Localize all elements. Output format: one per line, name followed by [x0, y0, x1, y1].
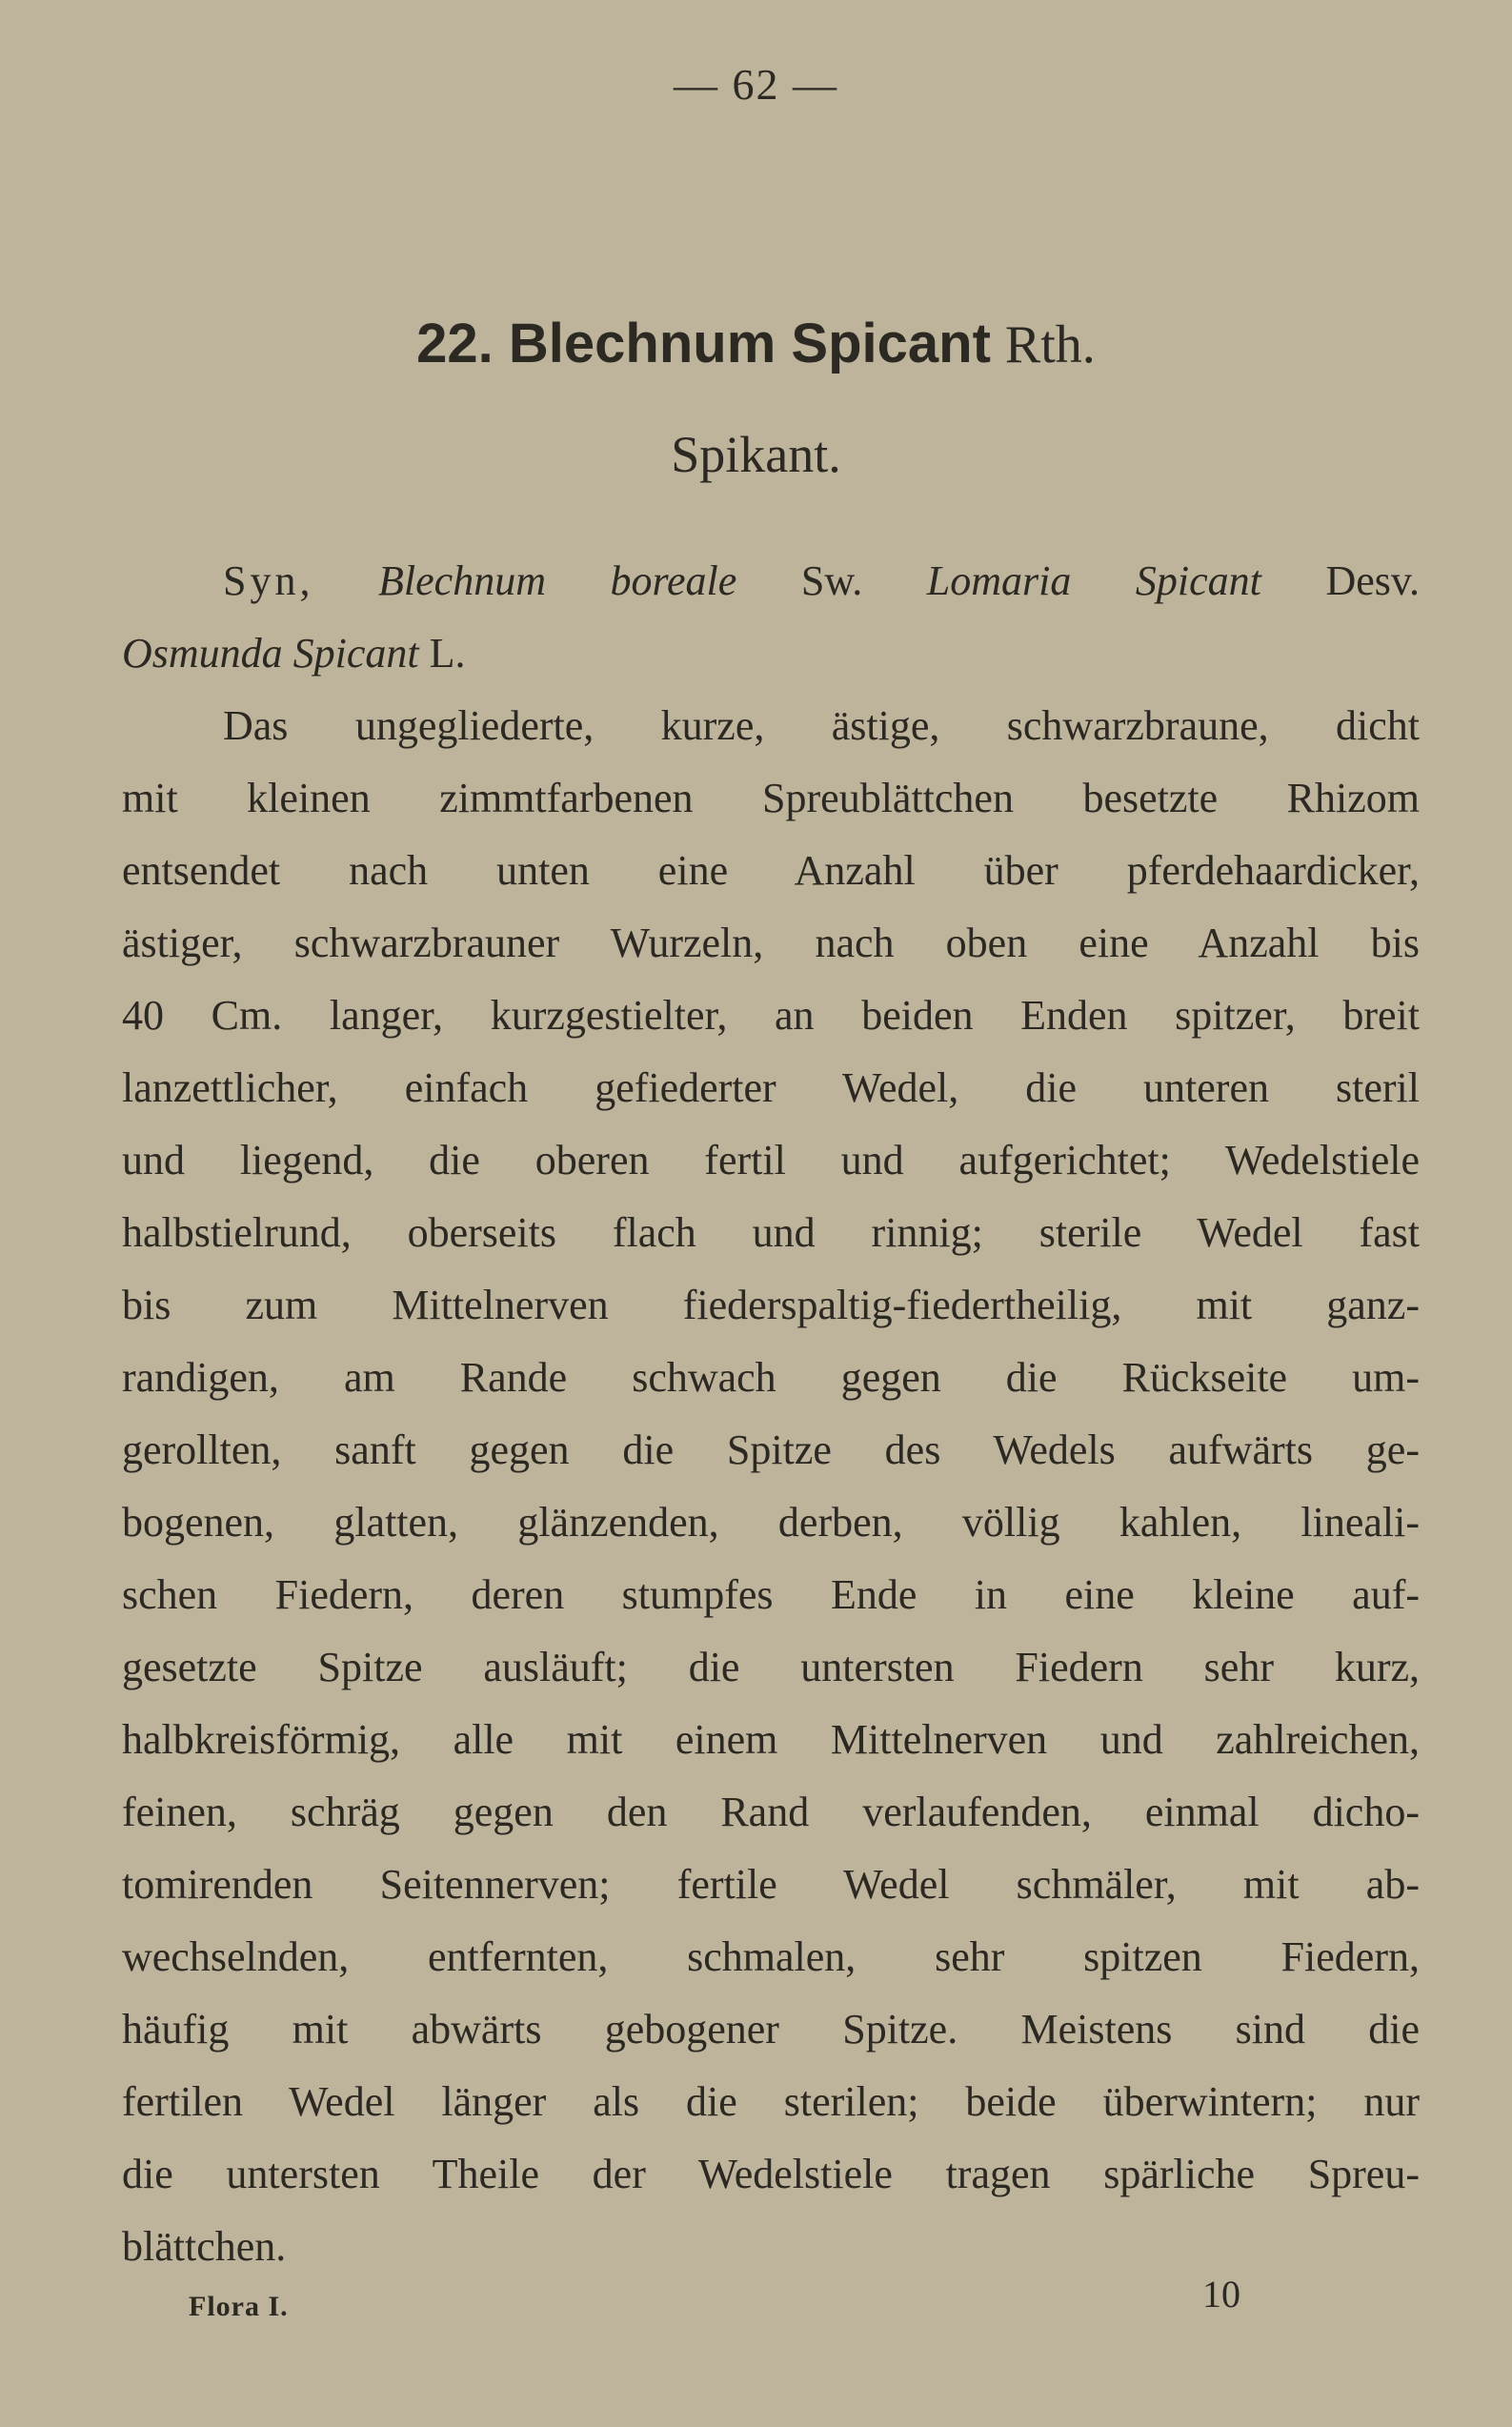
text-line: gesetzte Spitze ausläuft; die untersten Fiedern sehr kurz,	[122, 1644, 1420, 1690]
text-line: halbkreisförmig, alle mit einem Mittelnerven und zahlreichen,	[122, 1716, 1420, 1763]
text-line: fertilen Wedel länger als die sterilen; beide überwintern; nur	[122, 2078, 1420, 2125]
text-line: halbstielrund, oberseits flach und rinnig; sterile Wedel fast	[122, 1209, 1420, 1256]
synonym-2-author: Desv.	[1325, 557, 1421, 604]
text-line: mit kleinen zimmtfarbenen Spreublättchen besetzte Rhizom	[122, 775, 1420, 821]
synonym-1-author: Sw.	[800, 557, 863, 604]
text-line: lanzettlicher, einfach gefiederter Wedel, die unteren steril	[122, 1064, 1420, 1111]
text-line: gerollten, sanft gegen die Spitze des Wedels aufwärts ge-	[122, 1426, 1420, 1473]
text-line: entsendet nach unten eine Anzahl über pferdehaardicker,	[122, 847, 1420, 894]
text-line: randigen, am Rande schwach gegen die Rückseite um-	[122, 1354, 1420, 1401]
sheet-number: 10	[1202, 2273, 1240, 2316]
text-line: und liegend, die oberen fertil und aufgerichtet; Wedelstiele	[122, 1137, 1420, 1183]
text-line: tomirenden Seitennerven; fertile Wedel schmäler, mit ab-	[122, 1861, 1420, 1908]
synonym-3-author: L.	[429, 630, 466, 677]
text-line: bis zum Mittelnerven fiederspaltig-fiedertheilig, mit ganz-	[122, 1282, 1420, 1328]
synonyms-line-2	[122, 617, 1420, 690]
synonyms-line-1	[122, 545, 1420, 617]
common-name: Spikant.	[671, 426, 841, 483]
text-line: häufig mit abwärts gebogener Spitze. Meistens sind die	[122, 2006, 1420, 2053]
description-body	[122, 545, 1420, 2283]
text-line: wechselnden, entfernten, schmalen, sehr spitzen Fiedern,	[122, 1933, 1420, 1980]
species-name: 22. Blechnum Spicant	[416, 313, 991, 374]
species-heading	[0, 307, 1512, 381]
text-line: Das ungegliederte, kurze, ästige, schwarzbraune, dicht	[223, 702, 1420, 749]
text-line: bogenen, glatten, glänzenden, derben, völlig kahlen, lineali-	[122, 1499, 1420, 1546]
synonym-1-name: Blechnum boreale	[378, 557, 737, 604]
species-author: Rth.	[1004, 315, 1096, 374]
signature-mark: Flora I.	[189, 2291, 289, 2322]
synonyms-prefix: Syn,	[223, 557, 314, 604]
text-line: blättchen.	[122, 2223, 287, 2270]
synonym-3-name: Osmunda Spicant	[122, 630, 419, 677]
synonym-2-name: Lomaria Spicant	[926, 557, 1261, 604]
text-line: ästiger, schwarzbrauner Wurzeln, nach oben eine Anzahl bis	[122, 920, 1420, 966]
text-line: schen Fiedern, deren stumpfes Ende in eine kleine auf-	[122, 1571, 1420, 1618]
text-line: die untersten Theile der Wedelstiele tragen spärliche Spreu-	[122, 2151, 1420, 2197]
text-line: feinen, schräg gegen den Rand verlaufenden, einmal dicho-	[122, 1789, 1420, 1835]
text-line: 40 Cm. langer, kurzgestielter, an beiden Enden spitzer, breit	[122, 992, 1420, 1039]
page-number: — 62 —	[674, 60, 838, 109]
